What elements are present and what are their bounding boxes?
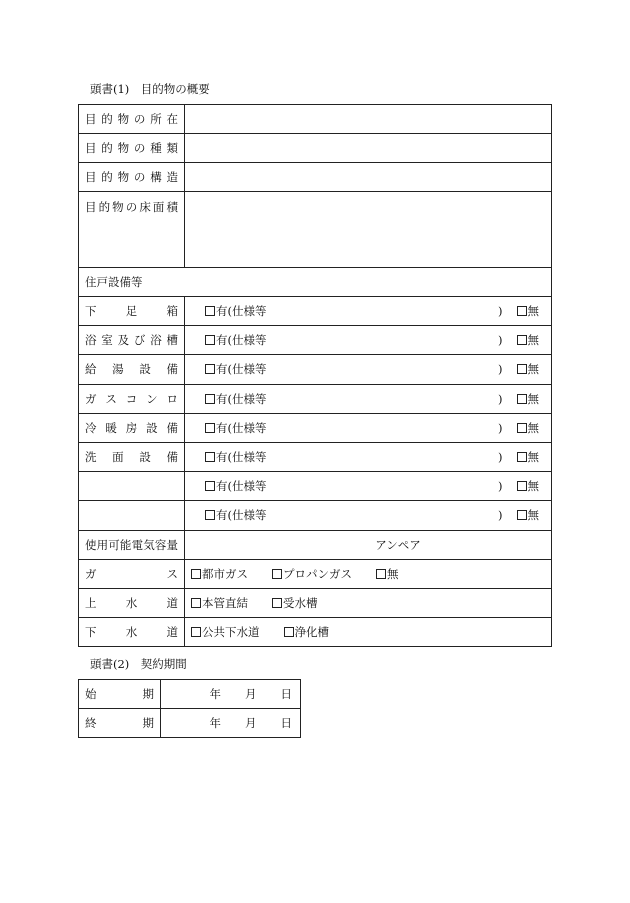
spread-label: 冷 暖 房 設 備 bbox=[85, 420, 178, 435]
checkbox-icon[interactable] bbox=[205, 452, 215, 462]
property-value-cell[interactable] bbox=[185, 163, 552, 192]
property-value-cell[interactable] bbox=[185, 134, 552, 163]
spread-label: 浴 室 及 び 浴 槽 bbox=[85, 333, 178, 348]
period-label-cell bbox=[79, 709, 161, 738]
property-row bbox=[79, 163, 552, 192]
close-paren: ) bbox=[498, 479, 503, 494]
checkbox-icon[interactable] bbox=[376, 569, 386, 579]
day-mark: 日 bbox=[280, 687, 292, 701]
spread-label: 終 期 bbox=[85, 716, 154, 730]
checkbox-icon[interactable] bbox=[205, 423, 215, 433]
day-mark: 日 bbox=[280, 716, 292, 730]
fixture-yes-option[interactable]: 有(仕様等 bbox=[205, 420, 498, 436]
checkbox-icon[interactable] bbox=[517, 364, 527, 374]
checkbox-icon[interactable] bbox=[205, 394, 215, 404]
fixture-no-option[interactable]: 無 bbox=[517, 478, 540, 494]
close-paren: ) bbox=[498, 420, 503, 435]
property-value-cell[interactable] bbox=[185, 192, 552, 268]
fixture-options-cell bbox=[185, 297, 552, 326]
close-paren: ) bbox=[498, 508, 503, 523]
electric-row bbox=[79, 530, 552, 559]
spread-label: 給 湯 設 備 bbox=[85, 362, 178, 377]
utility-options-cell bbox=[185, 617, 552, 646]
year-mark: 年 bbox=[209, 687, 221, 701]
checkbox-icon[interactable] bbox=[205, 481, 215, 491]
electric-unit: アンペア bbox=[375, 537, 421, 552]
utility-row bbox=[79, 617, 552, 646]
period-row bbox=[79, 709, 301, 738]
electric-value-cell[interactable] bbox=[185, 530, 552, 559]
fixture-no-option[interactable]: 無 bbox=[517, 449, 540, 465]
period-label-cell bbox=[79, 680, 161, 709]
property-overview-table bbox=[78, 104, 552, 647]
utility-option[interactable]: 本管直結 bbox=[191, 595, 248, 611]
checkbox-icon[interactable] bbox=[205, 510, 215, 520]
fixture-row bbox=[79, 442, 552, 471]
fixture-no-option[interactable]: 無 bbox=[517, 332, 540, 348]
checkbox-icon[interactable] bbox=[205, 364, 215, 374]
month-mark: 月 bbox=[245, 687, 257, 701]
utility-options-cell bbox=[185, 559, 552, 588]
fixture-label-cell bbox=[79, 442, 185, 471]
section-heading-1: 頭書(1) 目的物の概要 bbox=[90, 82, 210, 96]
fixture-yes-option[interactable]: 有(仕様等 bbox=[205, 478, 498, 494]
fixture-options-cell bbox=[185, 384, 552, 413]
utility-option[interactable]: 浄化槽 bbox=[284, 624, 330, 640]
period-row bbox=[79, 680, 301, 709]
fixtures-header: 住戸設備等 bbox=[79, 268, 552, 297]
fixture-row bbox=[79, 297, 552, 326]
fixture-yes-option[interactable]: 有(仕様等 bbox=[205, 303, 498, 319]
fixture-no-option[interactable]: 無 bbox=[517, 507, 540, 523]
checkbox-icon[interactable] bbox=[191, 598, 201, 608]
fixture-no-option[interactable]: 無 bbox=[517, 420, 540, 436]
fixture-label-cell bbox=[79, 413, 185, 442]
close-paren: ) bbox=[498, 450, 503, 465]
checkbox-icon[interactable] bbox=[272, 598, 282, 608]
fixture-row bbox=[79, 326, 552, 355]
utility-row bbox=[79, 588, 552, 617]
utility-label-cell bbox=[79, 617, 185, 646]
fixture-yes-option[interactable]: 有(仕様等 bbox=[205, 507, 498, 523]
section-heading-2: 頭書(2) 契約期間 bbox=[90, 657, 187, 671]
fixture-options-cell bbox=[185, 326, 552, 355]
fixture-yes-option[interactable]: 有(仕様等 bbox=[205, 332, 498, 348]
fixture-label-cell bbox=[79, 326, 185, 355]
spread-label: 目 的 物 の 種 類 bbox=[85, 141, 178, 155]
property-value-cell[interactable] bbox=[185, 105, 552, 134]
fixture-row bbox=[79, 384, 552, 413]
close-paren: ) bbox=[498, 304, 503, 319]
checkbox-icon[interactable] bbox=[205, 306, 215, 316]
fixture-label-cell bbox=[79, 297, 185, 326]
close-paren: ) bbox=[498, 362, 503, 377]
checkbox-icon[interactable] bbox=[517, 510, 527, 520]
property-label-cell bbox=[79, 134, 185, 163]
spread-label: 洗 面 設 備 bbox=[85, 450, 178, 465]
spread-label: 始 期 bbox=[85, 687, 154, 701]
fixture-yes-option[interactable]: 有(仕様等 bbox=[205, 361, 498, 377]
fixture-row bbox=[79, 501, 552, 530]
fixture-row bbox=[79, 413, 552, 442]
utility-label-cell bbox=[79, 588, 185, 617]
electric-label bbox=[79, 530, 185, 559]
fixture-label-cell bbox=[79, 472, 185, 501]
utility-label-cell bbox=[79, 559, 185, 588]
period-date-cell[interactable] bbox=[161, 680, 301, 709]
property-label-cell bbox=[79, 192, 185, 268]
utility-option[interactable]: 公共下水道 bbox=[191, 624, 260, 640]
property-label-cell bbox=[79, 163, 185, 192]
fixture-options-cell bbox=[185, 501, 552, 530]
utility-option[interactable]: 無 bbox=[376, 566, 399, 582]
checkbox-icon[interactable] bbox=[517, 481, 527, 491]
fixture-options-cell bbox=[185, 442, 552, 471]
spread-label: 使 用 可 能 電 気 容 量 bbox=[85, 537, 178, 552]
checkbox-icon[interactable] bbox=[517, 423, 527, 433]
checkbox-icon[interactable] bbox=[517, 335, 527, 345]
spread-label: 目 的 物 の 構 造 bbox=[85, 170, 178, 184]
fixture-no-option[interactable]: 無 bbox=[517, 361, 540, 377]
checkbox-icon[interactable] bbox=[517, 306, 527, 316]
spread-label: 下 水 道 bbox=[85, 624, 178, 639]
checkbox-icon[interactable] bbox=[284, 627, 294, 637]
spread-label: 目 的 物 の 所 在 bbox=[85, 112, 178, 126]
fixtures-header-row bbox=[79, 268, 552, 297]
spread-label: 下 足 箱 bbox=[85, 304, 178, 319]
utility-option[interactable]: プロパンガス bbox=[272, 566, 352, 582]
fixture-label-cell bbox=[79, 355, 185, 384]
property-row bbox=[79, 192, 552, 268]
fixture-options-cell bbox=[185, 355, 552, 384]
period-date-cell[interactable] bbox=[161, 709, 301, 738]
close-paren: ) bbox=[498, 391, 503, 406]
checkbox-icon[interactable] bbox=[272, 569, 282, 579]
fixture-yes-option[interactable]: 有(仕様等 bbox=[205, 391, 498, 407]
checkbox-icon[interactable] bbox=[205, 335, 215, 345]
fixture-yes-option[interactable]: 有(仕様等 bbox=[205, 449, 498, 465]
fixture-options-cell bbox=[185, 472, 552, 501]
fixture-options-cell bbox=[185, 413, 552, 442]
year-mark: 年 bbox=[209, 716, 221, 730]
utility-options-cell bbox=[185, 588, 552, 617]
close-paren: ) bbox=[498, 333, 503, 348]
checkbox-icon[interactable] bbox=[191, 569, 201, 579]
fixture-row bbox=[79, 355, 552, 384]
utility-option[interactable]: 都市ガス bbox=[191, 566, 248, 582]
fixture-label-cell bbox=[79, 501, 185, 530]
spread-label: 上 水 道 bbox=[85, 595, 178, 610]
checkbox-icon[interactable] bbox=[191, 627, 201, 637]
fixture-label-cell bbox=[79, 384, 185, 413]
utility-row bbox=[79, 559, 552, 588]
spread-label: ガ ス コ ン ロ bbox=[85, 391, 178, 406]
spread-label: 目 的 物 の 床 面 積 bbox=[85, 200, 178, 214]
fixture-no-option[interactable]: 無 bbox=[517, 391, 540, 407]
contract-period-table bbox=[78, 679, 301, 738]
spread-label: ガ ス bbox=[85, 566, 178, 581]
property-label-cell bbox=[79, 105, 185, 134]
fixture-row bbox=[79, 472, 552, 501]
utility-option[interactable]: 受水槽 bbox=[272, 595, 318, 611]
property-row bbox=[79, 105, 552, 134]
checkbox-icon[interactable] bbox=[517, 452, 527, 462]
fixture-no-option[interactable]: 無 bbox=[517, 303, 540, 319]
checkbox-icon[interactable] bbox=[517, 394, 527, 404]
month-mark: 月 bbox=[245, 716, 257, 730]
property-row bbox=[79, 134, 552, 163]
